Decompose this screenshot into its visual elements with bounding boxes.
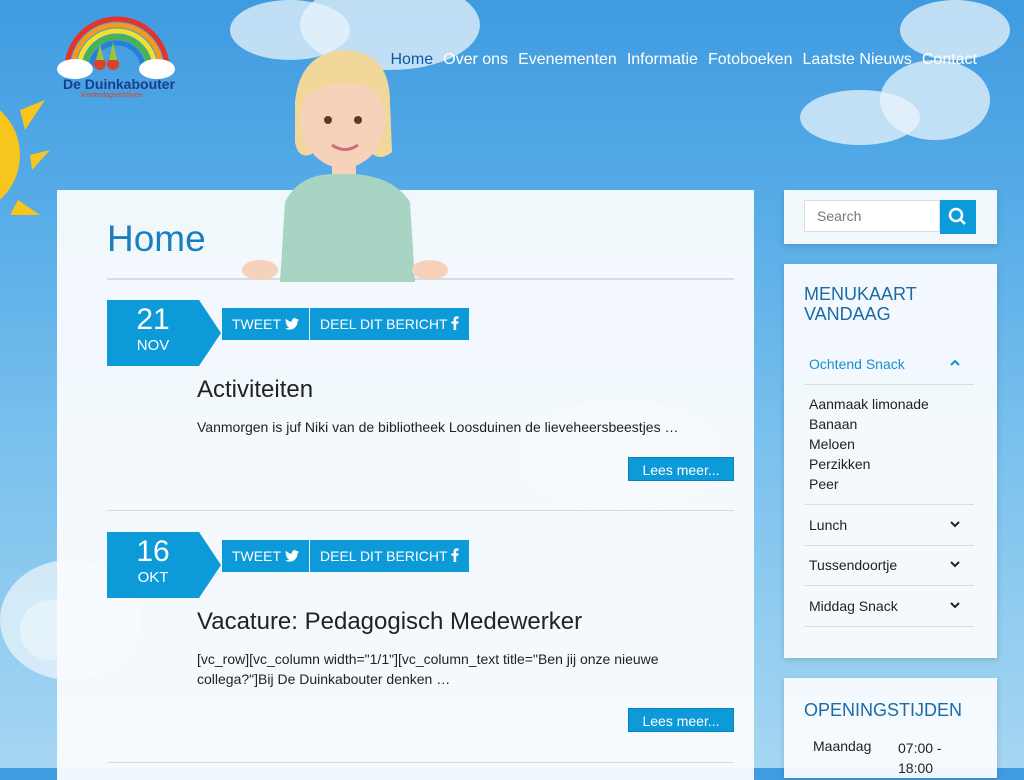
nav-contact[interactable]: Contact: [921, 51, 977, 68]
accordion-middag-snack[interactable]: [804, 586, 974, 627]
post-item: [107, 300, 734, 510]
accordion-label: Lunch: [809, 517, 848, 533]
menu-item-list: [809, 394, 929, 494]
tweet-label: TWEET: [232, 548, 281, 564]
search-input[interactable]: [804, 200, 940, 232]
date-badge: [107, 532, 199, 598]
post-excerpt: [vc_row][vc_column width="1/1"][vc_column_text title="Ben jij onze nieuwe collega?"]Bij De Duinkabouter denken …: [197, 651, 659, 687]
share-facebook-button[interactable]: [310, 308, 469, 340]
page-title: Home: [107, 218, 206, 259]
twitter-icon: [285, 550, 299, 562]
hours-day: Maandag: [813, 738, 872, 754]
list-item: Banaan: [809, 416, 858, 432]
accordion-tussendoortje[interactable]: [804, 545, 974, 586]
opening-hours-widget: [784, 678, 997, 778]
divider: [107, 510, 734, 511]
nav-informatie[interactable]: Informatie: [626, 51, 698, 68]
menu-title: MENUKAART VANDAAG: [804, 284, 917, 324]
sun-illustration: [0, 70, 50, 240]
twitter-icon: [285, 318, 299, 330]
share-label: DEEL DIT BERICHT: [320, 316, 448, 332]
hours-time: 07:00 - 18:00: [898, 740, 942, 776]
date-badge: [107, 300, 199, 366]
post-title[interactable]: Activiteiten: [197, 376, 314, 403]
tweet-label: TWEET: [232, 316, 281, 332]
menu-widget: [784, 264, 997, 658]
date-day: 21: [136, 303, 170, 336]
accordion-label: Tussendoortje: [809, 557, 898, 573]
list-item: Aanmaak limonade: [809, 396, 929, 412]
post-item: [107, 532, 734, 762]
child-photo: [240, 42, 455, 282]
rainbow-icon: [55, 14, 180, 84]
main-nav: [390, 51, 977, 69]
date-day: 16: [136, 535, 170, 568]
tweet-button[interactable]: [222, 308, 309, 340]
list-item: Perzikken: [809, 456, 871, 472]
nav-laatste-nieuws[interactable]: Laatste Nieuws: [802, 51, 912, 68]
date-month: OKT: [137, 569, 169, 586]
tweet-button[interactable]: [222, 540, 309, 572]
date-month: NOV: [136, 337, 170, 354]
nav-over-ons[interactable]: Over ons: [443, 51, 509, 68]
share-label: DEEL DIT BERICHT: [320, 548, 448, 564]
accordion-label: Ochtend Snack: [809, 356, 905, 372]
share-facebook-button[interactable]: [310, 540, 469, 572]
cloud: [880, 60, 990, 140]
chevron-down-icon: [950, 600, 960, 610]
list-item: Peer: [809, 476, 839, 492]
search-button[interactable]: [940, 200, 976, 234]
accordion-lunch[interactable]: [804, 504, 974, 546]
read-more-button[interactable]: Lees meer...: [628, 708, 734, 732]
post-excerpt: Vanmorgen is juf Niki van de bibliotheek Loosduinen de lieveheersbeestjes …: [197, 419, 679, 435]
list-item: Meloen: [809, 436, 855, 452]
chevron-down-icon: [950, 519, 960, 529]
read-more-button[interactable]: Lees meer...: [628, 457, 734, 481]
hours-title: OPENINGSTIJDEN: [804, 700, 963, 720]
chevron-down-icon: [950, 559, 960, 569]
nav-home[interactable]: Home: [390, 51, 434, 68]
logo-name: De Duinkabouter: [63, 76, 176, 92]
post-title[interactable]: Vacature: Pedagogisch Medewerker: [197, 608, 583, 635]
divider: [107, 762, 734, 763]
chevron-up-icon: [950, 358, 960, 368]
site-logo[interactable]: [55, 14, 180, 104]
search-icon: [940, 200, 976, 234]
facebook-icon: [451, 548, 459, 562]
accordion-label: Middag Snack: [809, 598, 898, 614]
facebook-icon: [451, 316, 459, 330]
logo-subtitle: Kinderdagverblijven: [81, 92, 143, 99]
search-widget: [784, 190, 997, 244]
nav-fotoboeken[interactable]: Fotoboeken: [707, 51, 793, 68]
accordion-ochtend-snack[interactable]: [804, 344, 974, 385]
nav-evenementen[interactable]: Evenementen: [518, 51, 617, 68]
